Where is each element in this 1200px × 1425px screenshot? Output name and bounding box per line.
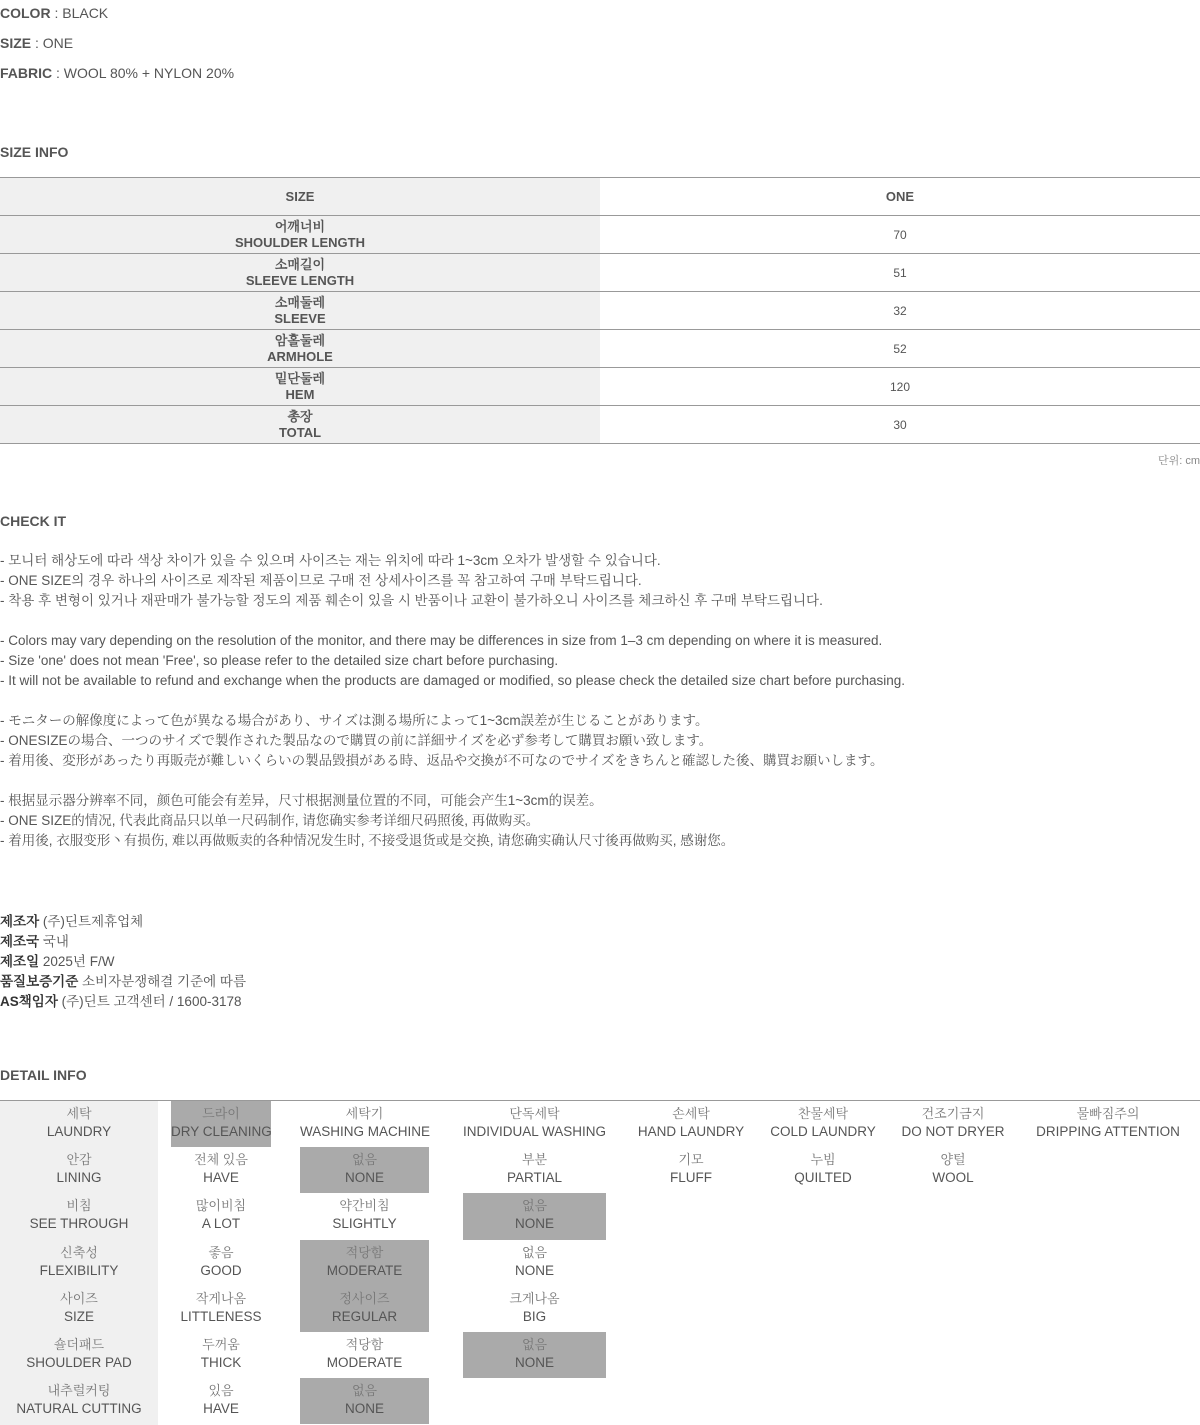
- detail-label-en: SEE THROUGH: [29, 1216, 129, 1232]
- size-row-ko: 소매둘레: [274, 294, 326, 310]
- detail-label-en: FLUFF: [670, 1170, 712, 1186]
- size-info-title: SIZE INFO: [0, 144, 69, 160]
- spec-color-label: COLOR: [0, 5, 51, 21]
- detail-label-ko: 비침: [66, 1198, 92, 1214]
- spec-fabric: [0, 65, 234, 81]
- detail-label-ko: 물빠짐주의: [1076, 1106, 1140, 1121]
- detail-label-ko: 적당함: [345, 1337, 384, 1352]
- maker-line: [0, 932, 246, 952]
- detail-label-ko: 건조기금지: [921, 1106, 985, 1121]
- table-row: [0, 216, 1200, 254]
- detail-label-ko: 있음: [208, 1383, 234, 1399]
- size-row-value: 70: [600, 216, 1200, 254]
- detail-label-en: REGULAR: [331, 1308, 398, 1324]
- size-row-en: HEM: [285, 386, 315, 402]
- spec-size: [0, 35, 73, 51]
- size-row-en: ARMHOLE: [267, 348, 333, 364]
- detail-option: [762, 1101, 884, 1147]
- detail-label-ko: 적당함: [345, 1244, 384, 1260]
- detail-option: [894, 1101, 1012, 1147]
- detail-label-ko: 누빔: [810, 1152, 836, 1168]
- detail-label-en: DRIPPING ATTENTION: [1036, 1124, 1180, 1139]
- detail-category: [0, 1332, 158, 1378]
- size-row-value: 52: [600, 330, 1200, 368]
- detail-category: [0, 1378, 158, 1424]
- detail-label-en: MODERATE: [326, 1262, 403, 1278]
- table-row: [0, 254, 1200, 292]
- size-row-ko: 암홀둘레: [274, 332, 326, 348]
- detail-label-en: QUILTED: [794, 1170, 852, 1186]
- detail-label-ko: 좋음: [208, 1244, 234, 1260]
- detail-option: [300, 1286, 429, 1332]
- detail-label-ko: 작게나옴: [195, 1290, 247, 1306]
- maker-value: (주)딘트 고객센터 / 1600-3178: [57, 994, 242, 1009]
- detail-label-en: LAUNDRY: [46, 1124, 112, 1139]
- maker-label: AS책임자: [0, 994, 58, 1009]
- detail-label-en: HAND LAUNDRY: [637, 1124, 745, 1139]
- detail-label-ko: 드라이: [202, 1106, 240, 1121]
- maker-label: 품질보증기준: [0, 974, 79, 989]
- spec-size-label: SIZE: [0, 35, 32, 51]
- spec-fabric-label: FABRIC: [0, 65, 53, 81]
- detail-option: [171, 1240, 271, 1286]
- detail-label-ko: 숄더패드: [53, 1337, 105, 1352]
- maker-line: [0, 912, 246, 932]
- detail-option: [171, 1101, 271, 1147]
- size-row-value: 32: [600, 292, 1200, 330]
- detail-label-ko: 두꺼움: [202, 1337, 240, 1352]
- detail-label-en: NONE: [344, 1170, 384, 1186]
- detail-label-ko: 내추럴커팅: [47, 1383, 111, 1399]
- check-it-notes-zh: [0, 791, 734, 851]
- detail-label-en: NONE: [514, 1216, 554, 1232]
- size-table-header: [0, 178, 1200, 216]
- size-table: [0, 177, 1200, 444]
- detail-label-ko: 약간비침: [339, 1198, 390, 1214]
- detail-option: [630, 1101, 752, 1147]
- size-row-en: SLEEVE: [274, 310, 326, 326]
- note-line: - Size 'one' does not mean 'Free', so please refer to the detailed size chart before purchasing.: [0, 653, 559, 668]
- detail-label-en: MODERATE: [326, 1355, 403, 1370]
- maker-line: [0, 992, 246, 1012]
- maker-value: 2025년 F/W: [39, 954, 115, 969]
- size-row-label: [0, 330, 600, 368]
- detail-info-grid: [0, 1100, 1200, 1425]
- detail-option: [300, 1193, 429, 1239]
- check-it-title: CHECK IT: [0, 513, 67, 529]
- detail-label-ko: 찬물세탁: [797, 1106, 849, 1121]
- detail-label-ko: 안감: [66, 1152, 92, 1168]
- detail-option: [463, 1240, 606, 1286]
- detail-option: [762, 1147, 884, 1193]
- note-line: - ONE SIZE의 경우 하나의 사이즈로 제작된 제품이므로 구매 전 상세사이즈를 꼭 참고하여 구매 부탁드립니다.: [0, 573, 642, 588]
- note-line: - モニターの解像度によって色が異なる場合があり、サイズは測る場所によって1~3cm誤差が生じることがあります。: [0, 713, 709, 728]
- detail-label-en: A LOT: [201, 1216, 241, 1232]
- spec-color-value: : BLACK: [50, 5, 109, 21]
- detail-label-en: NONE: [344, 1401, 384, 1417]
- maker-label: 제조일: [0, 954, 40, 969]
- detail-option: [300, 1101, 429, 1147]
- detail-label-ko: 세탁: [66, 1106, 92, 1121]
- detail-option: [171, 1147, 271, 1193]
- size-row-ko: 소매길이: [274, 256, 326, 272]
- detail-option: [300, 1332, 429, 1378]
- note-line: - 着用後、変形があったり再販売が難しいくらいの製品毀損がある時、返品や交換が不可なのでサイズをきちんと確認した後、購買お願いします。: [0, 753, 884, 768]
- detail-label-ko: 전체 있음: [194, 1152, 248, 1168]
- detail-option: [171, 1332, 271, 1378]
- detail-label-ko: 없음: [351, 1152, 378, 1168]
- detail-label-en: PARTIAL: [506, 1170, 563, 1186]
- detail-option: [463, 1193, 606, 1239]
- note-line: - 根据显示器分辨率不同，颜色可能会有差异，尺寸根据测量位置的不同，可能会产生1~3cm的误差。: [0, 793, 603, 808]
- detail-option: [463, 1286, 606, 1332]
- size-row-en: SLEEVE LENGTH: [245, 272, 355, 288]
- detail-info-title: DETAIL INFO: [0, 1067, 87, 1083]
- maker-value: 국내: [39, 934, 69, 949]
- maker-info: [0, 912, 246, 1012]
- detail-label-en: SLIGHTLY: [332, 1216, 397, 1232]
- detail-label-ko: 세탁기: [345, 1106, 384, 1121]
- size-row-ko: 총장: [287, 408, 313, 424]
- note-line: - ONE SIZE的情况, 代表此商品只以单一尺码制作, 请您确实参考详细尺码照後, 再做购买。: [0, 813, 540, 828]
- detail-label-ko: 없음: [521, 1244, 548, 1260]
- note-line: - ONESIZEの場合、一つのサイズで製作された製品なので購買の前に詳細サイズを必ず参考して購買お願い致します。: [0, 733, 713, 748]
- detail-label-ko: 없음: [521, 1198, 548, 1214]
- detail-category: [0, 1147, 158, 1193]
- size-header-value: ONE: [600, 178, 1200, 216]
- size-row-label: [0, 254, 600, 292]
- size-row-en: TOTAL: [278, 424, 322, 440]
- detail-option: [171, 1193, 271, 1239]
- detail-option: [894, 1147, 1012, 1193]
- detail-label-ko: 부분: [521, 1152, 548, 1168]
- detail-label-en: SIZE: [63, 1308, 94, 1324]
- detail-option: [463, 1332, 606, 1378]
- detail-label-en: NATURAL CUTTING: [16, 1401, 142, 1417]
- detail-label-en: GOOD: [200, 1262, 242, 1278]
- maker-label: 제조자: [0, 914, 40, 929]
- size-row-label: [0, 292, 600, 330]
- detail-label-en: WASHING MACHINE: [300, 1124, 431, 1139]
- detail-label-en: LITTLENESS: [180, 1308, 262, 1324]
- size-row-value: 120: [600, 368, 1200, 406]
- spec-color: [0, 5, 108, 21]
- check-it-notes-en: [0, 631, 905, 691]
- detail-label-ko: 사이즈: [60, 1290, 98, 1306]
- maker-line: [0, 972, 246, 992]
- size-row-en: SHOULDER LENGTH: [235, 234, 365, 250]
- detail-label-ko: 정사이즈: [339, 1290, 390, 1306]
- detail-category: [0, 1240, 158, 1286]
- detail-label-ko: 양털: [940, 1152, 966, 1168]
- detail-option: [300, 1378, 429, 1424]
- detail-label-en: DRY CLEANING: [171, 1124, 272, 1139]
- detail-label-en: INDIVIDUAL WASHING: [463, 1124, 607, 1139]
- detail-option: [630, 1147, 752, 1193]
- detail-label-ko: 많이비침: [195, 1198, 247, 1214]
- detail-category: [0, 1286, 158, 1332]
- table-row: [0, 330, 1200, 368]
- detail-label-ko: 없음: [521, 1337, 548, 1352]
- detail-label-en: HAVE: [203, 1170, 239, 1186]
- note-line: - Colors may vary depending on the resolution of the monitor, and there may be differences in size from 1–3 cm depending on where it is measured.: [0, 633, 883, 648]
- detail-label-en: DO NOT DRYER: [901, 1124, 1005, 1139]
- detail-category: [0, 1193, 158, 1239]
- detail-label-ko: 크게나옴: [509, 1290, 560, 1306]
- detail-option: [171, 1378, 271, 1424]
- size-row-value: 51: [600, 254, 1200, 292]
- size-row-label: [0, 216, 600, 254]
- detail-label-en: FLEXIBILITY: [39, 1262, 119, 1278]
- spec-fabric-value: : WOOL 80% + NYLON 20%: [52, 65, 235, 81]
- detail-option: [300, 1147, 429, 1193]
- detail-label-en: THICK: [200, 1355, 242, 1370]
- detail-label-en: COLD LAUNDRY: [770, 1124, 876, 1139]
- spec-size-value: : ONE: [31, 35, 74, 51]
- note-line: - 着用後, 衣服变形丶有损伤, 难以再做贩卖的各种情况发生时, 不接受退货或是交换, 请您确实确认尺寸後再做购买, 感谢您。: [0, 833, 735, 848]
- size-row-value: 30: [600, 406, 1200, 444]
- detail-label-en: WOOL: [932, 1170, 974, 1186]
- detail-option: [463, 1101, 606, 1147]
- maker-value: (주)딘트제휴업체: [39, 914, 144, 929]
- detail-option: [463, 1147, 606, 1193]
- detail-label-ko: 단독세탁: [509, 1106, 560, 1121]
- detail-label-en: HAVE: [203, 1401, 239, 1417]
- size-row-ko: 밑단둘레: [274, 370, 326, 386]
- detail-option: [171, 1286, 271, 1332]
- detail-category: [0, 1101, 158, 1147]
- detail-option: [1022, 1101, 1194, 1147]
- detail-label-en: BIG: [522, 1308, 547, 1324]
- detail-label-ko: 기모: [678, 1152, 704, 1168]
- detail-label-ko: 없음: [351, 1383, 378, 1399]
- note-line: - 모니터 해상도에 따라 색상 차이가 있을 수 있으며 사이즈는 재는 위치에 따라 1~3cm 오차가 발생할 수 있습니다.: [0, 553, 661, 568]
- size-header-label: SIZE: [0, 178, 600, 216]
- detail-label-ko: 신축성: [60, 1244, 98, 1260]
- note-line: - 착용 후 변형이 있거나 재판매가 불가능할 정도의 제품 훼손이 있을 시 반품이나 교환이 불가하오니 사이즈를 체크하신 후 구매 부탁드립니다.: [0, 593, 823, 608]
- size-unit-note: 단위: cm: [1157, 455, 1200, 467]
- detail-option: [300, 1240, 429, 1286]
- maker-value: 소비자분쟁해결 기준에 따름: [78, 974, 246, 989]
- detail-label-en: NONE: [514, 1355, 554, 1370]
- note-line: - It will not be available to refund and exchange when the products are damaged or modified, so please check the detailed size chart before purchasing.: [0, 673, 906, 688]
- size-row-label: [0, 406, 600, 444]
- detail-label-en: SHOULDER PAD: [26, 1355, 132, 1370]
- detail-label-en: NONE: [514, 1262, 554, 1278]
- detail-label-ko: 손세탁: [672, 1106, 710, 1121]
- size-row-ko: 어깨너비: [274, 218, 326, 234]
- maker-label: 제조국: [0, 934, 40, 949]
- check-it-notes-ja: [0, 711, 883, 771]
- detail-label-en: LINING: [56, 1170, 102, 1186]
- size-row-label: [0, 368, 600, 406]
- maker-line: [0, 952, 246, 972]
- table-row: [0, 406, 1200, 444]
- table-row: [0, 368, 1200, 406]
- check-it-notes-ko: [0, 551, 823, 611]
- table-row: [0, 292, 1200, 330]
